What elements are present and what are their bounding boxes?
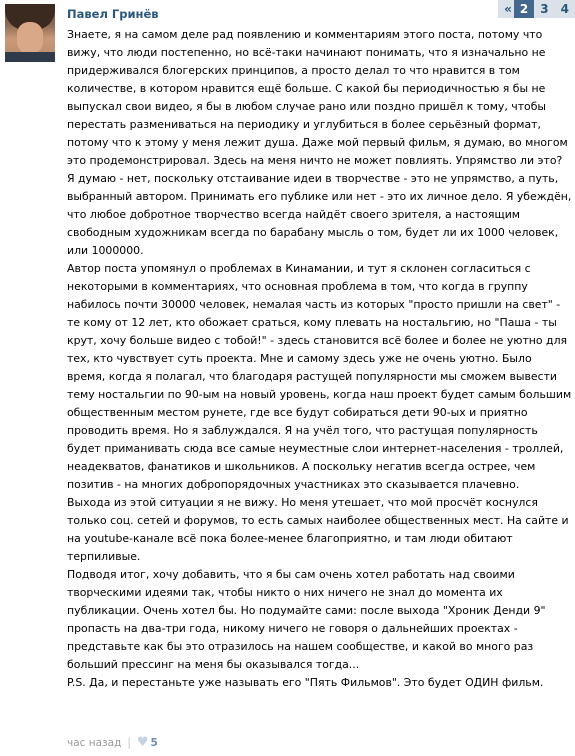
pagination <box>498 0 575 18</box>
comment-text <box>67 26 573 692</box>
comment-paragraph: Выхода из этой ситуации я не вижу. Но меня утешает, что мой просчёт коснулся только соц. сетей и форумов, то есть самых наиболее общественных мест. На сайте и на youtube-канале всё пока более-менее благоприятно, и там люди обитают терпиливые. <box>67 496 569 563</box>
avatar-shirt <box>5 52 55 62</box>
heart-icon: ♥ <box>136 735 149 750</box>
author-avatar[interactable] <box>5 4 55 62</box>
pager-page-4[interactable]: 4 <box>560 2 569 16</box>
comment-paragraph: P.S. Да, и перестаньте уже называть его "Пять Фильмов". Это будет ОДИН фильм. <box>67 676 544 689</box>
like-button[interactable] <box>137 735 158 750</box>
comment-paragraph: Подводя итог, хочу добавить, что я бы сам очень хотел работать над своими творческими идеями так, чтобы никто о них ничего не знал до момента их публикации. Очень хотел бы. Но подумайте сами: после выхода "Хроник Денди 9" пропасть на два-три года, никому ничего не говоря о дальнейших проектах - представьте как бы это отразилось на нашем сообществе, и какой во много раз больший прессинг на меня бы оказывался тогда... <box>67 568 546 671</box>
pager-page-3[interactable]: 3 <box>540 2 549 16</box>
comment-timestamp[interactable]: час назад <box>67 736 122 749</box>
author-name[interactable]: Павел Гринёв <box>67 7 159 21</box>
avatar-face <box>17 22 43 54</box>
comment-footer <box>67 735 158 750</box>
pager-prev-icon[interactable]: « <box>504 2 512 16</box>
footer-separator: | <box>127 736 131 749</box>
pager-page-2[interactable]: 2 <box>514 0 534 18</box>
comment-paragraph: Знаете, я на самом деле рад появлению и комментариям этого поста, потому что вижу, что люди постепенно, но всё-таки начинают понимать, что я изначально не придерживался блогерских принципов, а просто делал то что нравится в том количестве, в котором нравится ещё больше. С какой бы периодичностью я бы не выпускал свои видео, я бы в любом случае рано или поздно пришёл к тому, чтобы перестать размениваться на периодику и углубиться в более серьёзный формат, потому что к этому у меня лежит душа. Даже мой первый фильм, я думаю, во многом это продемонстрировал. Здесь на меня ничто не может повлиять. Упрямство ли это? Я думаю - нет, поскольку отстаивание идеи в творчестве - это не упрямство, а путь, выбранный автором. Принимать его публике или нет - это их личное дело. Я убеждён, что любое добротное творчество всегда найдёт своего зрителя, а настоящим свободным художникам всегда по барабану мысль о том, будет ли их 1000 человек, или 1000000. <box>67 28 572 257</box>
comment-paragraph: Автор поста упомянул о проблемах в Кинамании, и тут я склонен согласиться с некоторыми в комментариях, что основная проблема в том, что когда в группу набилось почти 30000 человек, немалая часть из которых "просто пришли на свет" - те кому от 12 лет, кто обожает сраться, кому плевать на ностальгию, но "Паша - ты крут, хочу больше видео с тобой!" - здесь становится всё более и более не уютно для тех, кто чувствует суть проекта. Мне и самому здесь уже не очень уютно. Было время, когда я полагал, что благодаря растущей популярности мы сможем вывести тему ностальгии по 90-ым на новый уровень, когда наш проект будет самым большим общественным местом рунете, где все будут собираться дети 90-ых и приятно проводить время. Но я заблуждался. Я на учёл того, что растущая популярность будет приманивать сюда все самые неуместные слои интернет-населения - троллей, неадекватов, фанатиков и школьников. А поскольку негатив всегда острее, чем позитив - на многих добропорядочных участниках это сказывается плачевно. <box>67 262 572 491</box>
like-count: 5 <box>150 736 158 749</box>
